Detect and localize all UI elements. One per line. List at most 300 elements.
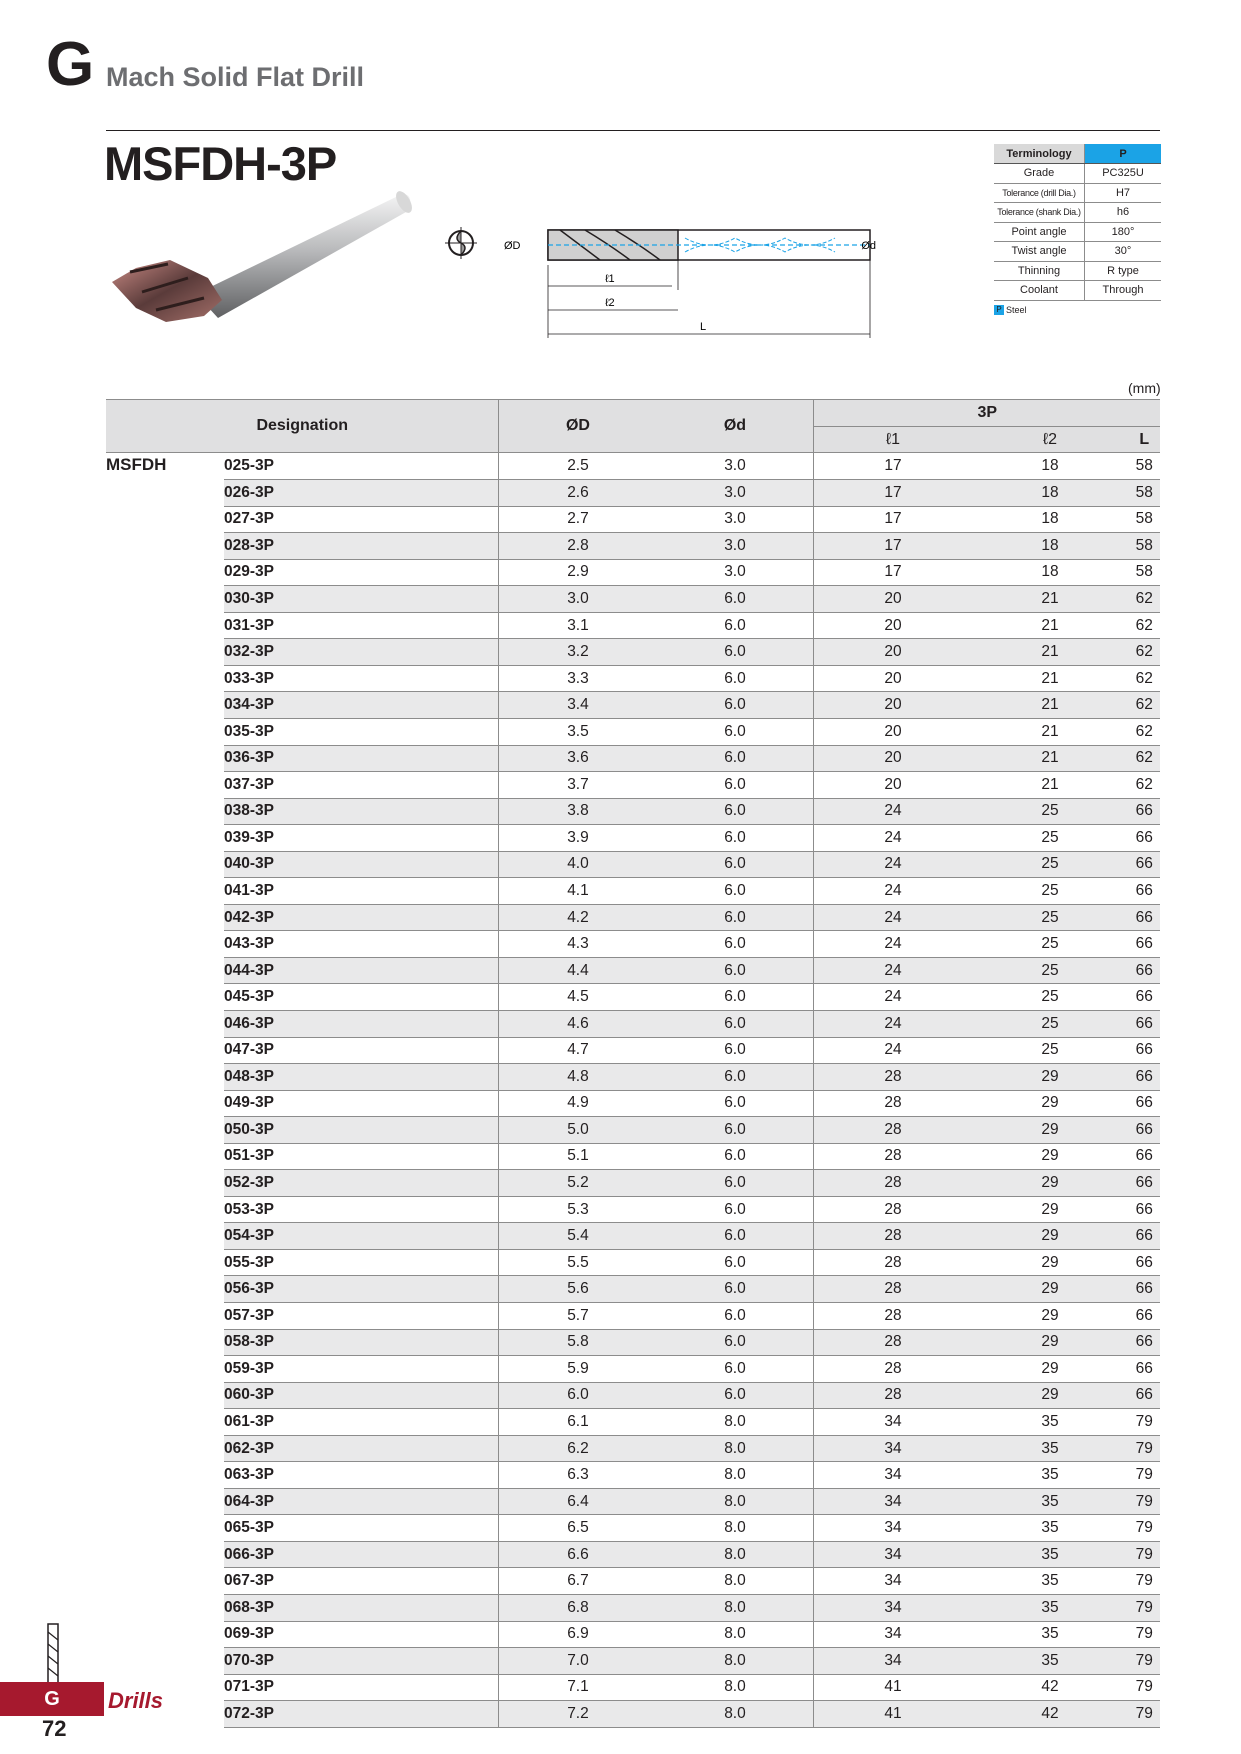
table-row xyxy=(106,878,1160,905)
series-label xyxy=(106,559,224,586)
cell-L: 66 xyxy=(1128,1382,1160,1409)
designation-cell: 025-3P xyxy=(224,453,499,480)
cell-l2: 25 xyxy=(971,878,1128,905)
table-row xyxy=(106,1303,1160,1330)
header-divider xyxy=(106,130,1160,131)
series-label xyxy=(106,1037,224,1064)
cell-d: 8.0 xyxy=(656,1648,814,1675)
cell-L: 62 xyxy=(1128,718,1160,745)
steel-legend-symbol: P xyxy=(994,305,1004,315)
designation-cell: 053-3P xyxy=(224,1196,499,1223)
cell-L: 66 xyxy=(1128,878,1160,905)
cell-d: 6.0 xyxy=(656,878,814,905)
cell-l1: 17 xyxy=(814,480,972,507)
designation-cell: 056-3P xyxy=(224,1276,499,1303)
designation-cell: 043-3P xyxy=(224,931,499,958)
cell-d: 6.0 xyxy=(656,1170,814,1197)
section-tab-badge: G xyxy=(0,1682,104,1716)
cell-L: 66 xyxy=(1128,1143,1160,1170)
cell-l2: 25 xyxy=(971,931,1128,958)
cell-l1: 28 xyxy=(814,1064,972,1091)
cell-D: 3.0 xyxy=(499,586,657,613)
series-label xyxy=(106,957,224,984)
designation-cell: 057-3P xyxy=(224,1303,499,1330)
cell-D: 5.2 xyxy=(499,1170,657,1197)
series-label xyxy=(106,718,224,745)
spec-row xyxy=(994,164,1161,184)
cell-L: 66 xyxy=(1128,1170,1160,1197)
cell-d: 8.0 xyxy=(656,1409,814,1436)
spec-row xyxy=(994,222,1161,242)
cell-l2: 29 xyxy=(971,1117,1128,1144)
cell-d: 6.0 xyxy=(656,984,814,1011)
designation-cell: 055-3P xyxy=(224,1249,499,1276)
drill-photo-icon xyxy=(108,190,420,340)
cell-d: 8.0 xyxy=(656,1621,814,1648)
cell-l2: 29 xyxy=(971,1143,1128,1170)
cell-d: 3.0 xyxy=(656,559,814,586)
designation-cell: 033-3P xyxy=(224,665,499,692)
cell-l2: 29 xyxy=(971,1196,1128,1223)
series-label xyxy=(106,1196,224,1223)
cell-L: 66 xyxy=(1128,1276,1160,1303)
cell-l2: 18 xyxy=(971,559,1128,586)
cell-L: 66 xyxy=(1128,851,1160,878)
designation-cell: 040-3P xyxy=(224,851,499,878)
spec-row xyxy=(994,203,1161,223)
table-row xyxy=(106,851,1160,878)
cell-L: 66 xyxy=(1128,1356,1160,1383)
cell-D: 3.1 xyxy=(499,612,657,639)
cell-D: 5.5 xyxy=(499,1249,657,1276)
spec-row xyxy=(994,261,1161,281)
series-label xyxy=(106,1621,224,1648)
series-label xyxy=(106,1515,224,1542)
cell-l1: 28 xyxy=(814,1382,972,1409)
spec-value: h6 xyxy=(1085,203,1162,223)
dimension-table xyxy=(106,399,1160,1728)
cross-section-icon xyxy=(443,225,479,261)
cell-l2: 42 xyxy=(971,1701,1128,1728)
cell-l2: 29 xyxy=(971,1382,1128,1409)
cell-d: 8.0 xyxy=(656,1568,814,1595)
cell-d: 8.0 xyxy=(656,1541,814,1568)
series-label xyxy=(106,745,224,772)
cell-l2: 35 xyxy=(971,1595,1128,1622)
cell-l2: 18 xyxy=(971,453,1128,480)
series-label xyxy=(106,1382,224,1409)
series-label xyxy=(106,1435,224,1462)
table-row xyxy=(106,931,1160,958)
designation-cell: 034-3P xyxy=(224,692,499,719)
table-row xyxy=(106,772,1160,799)
cell-L: 62 xyxy=(1128,692,1160,719)
cell-L: 58 xyxy=(1128,559,1160,586)
table-row xyxy=(106,1541,1160,1568)
cell-L: 62 xyxy=(1128,665,1160,692)
table-row xyxy=(106,1064,1160,1091)
cell-l2: 35 xyxy=(971,1621,1128,1648)
cell-D: 6.8 xyxy=(499,1595,657,1622)
cell-L: 79 xyxy=(1128,1515,1160,1542)
cell-l2: 21 xyxy=(971,586,1128,613)
cell-l1: 24 xyxy=(814,851,972,878)
designation-cell: 029-3P xyxy=(224,559,499,586)
cell-d: 6.0 xyxy=(656,851,814,878)
cell-l1: 24 xyxy=(814,878,972,905)
cell-L: 79 xyxy=(1128,1462,1160,1489)
cell-D: 4.7 xyxy=(499,1037,657,1064)
series-label xyxy=(106,851,224,878)
table-row xyxy=(106,1143,1160,1170)
table-row xyxy=(106,453,1160,480)
cell-L: 58 xyxy=(1128,453,1160,480)
designation-cell: 061-3P xyxy=(224,1409,499,1436)
designation-cell: 047-3P xyxy=(224,1037,499,1064)
table-row xyxy=(106,1462,1160,1489)
table-row xyxy=(106,745,1160,772)
header-l2: ℓ2 xyxy=(971,427,1128,453)
cell-L: 62 xyxy=(1128,772,1160,799)
designation-cell: 037-3P xyxy=(224,772,499,799)
designation-cell: 030-3P xyxy=(224,586,499,613)
cell-l1: 28 xyxy=(814,1117,972,1144)
designation-cell: 031-3P xyxy=(224,612,499,639)
cell-d: 8.0 xyxy=(656,1701,814,1728)
series-label xyxy=(106,665,224,692)
cell-d: 6.0 xyxy=(656,1329,814,1356)
cell-l1: 17 xyxy=(814,453,972,480)
designation-cell: 048-3P xyxy=(224,1064,499,1091)
cell-l2: 35 xyxy=(971,1568,1128,1595)
cell-L: 66 xyxy=(1128,1303,1160,1330)
cell-d: 6.0 xyxy=(656,692,814,719)
series-label xyxy=(106,1541,224,1568)
series-label xyxy=(106,984,224,1011)
series-label xyxy=(106,1488,224,1515)
designation-cell: 044-3P xyxy=(224,957,499,984)
table-row xyxy=(106,1382,1160,1409)
cell-d: 6.0 xyxy=(656,1143,814,1170)
cell-l1: 24 xyxy=(814,957,972,984)
cell-l1: 41 xyxy=(814,1674,972,1701)
cell-D: 5.3 xyxy=(499,1196,657,1223)
cell-D: 4.1 xyxy=(499,878,657,905)
cell-L: 58 xyxy=(1128,506,1160,533)
spec-key: Point angle xyxy=(994,222,1085,242)
table-row xyxy=(106,957,1160,984)
cell-d: 6.0 xyxy=(656,772,814,799)
cell-d: 8.0 xyxy=(656,1462,814,1489)
header-L: L xyxy=(1128,427,1160,453)
cell-l1: 20 xyxy=(814,745,972,772)
table-row xyxy=(106,1568,1160,1595)
cell-L: 62 xyxy=(1128,586,1160,613)
cell-l2: 29 xyxy=(971,1170,1128,1197)
cell-d: 6.0 xyxy=(656,1223,814,1250)
cell-D: 2.8 xyxy=(499,533,657,560)
cell-l1: 34 xyxy=(814,1595,972,1622)
cell-l1: 34 xyxy=(814,1462,972,1489)
cell-l1: 34 xyxy=(814,1409,972,1436)
cell-d: 6.0 xyxy=(656,904,814,931)
cell-L: 66 xyxy=(1128,931,1160,958)
series-label xyxy=(106,1090,224,1117)
table-row xyxy=(106,1276,1160,1303)
cell-L: 79 xyxy=(1128,1595,1160,1622)
cell-d: 3.0 xyxy=(656,533,814,560)
cell-l2: 21 xyxy=(971,665,1128,692)
cell-l2: 18 xyxy=(971,533,1128,560)
designation-cell: 036-3P xyxy=(224,745,499,772)
cell-l1: 20 xyxy=(814,612,972,639)
cell-d: 6.0 xyxy=(656,1064,814,1091)
designation-cell: 027-3P xyxy=(224,506,499,533)
cell-L: 66 xyxy=(1128,1329,1160,1356)
cell-l2: 25 xyxy=(971,984,1128,1011)
cell-D: 5.7 xyxy=(499,1303,657,1330)
cell-l1: 24 xyxy=(814,931,972,958)
series-label xyxy=(106,506,224,533)
cell-L: 66 xyxy=(1128,1037,1160,1064)
cell-L: 79 xyxy=(1128,1409,1160,1436)
cell-d: 6.0 xyxy=(656,1356,814,1383)
cell-l1: 34 xyxy=(814,1435,972,1462)
table-row xyxy=(106,1170,1160,1197)
series-label xyxy=(106,1010,224,1037)
designation-cell: 028-3P xyxy=(224,533,499,560)
cell-L: 66 xyxy=(1128,904,1160,931)
table-row xyxy=(106,1356,1160,1383)
cell-l1: 34 xyxy=(814,1621,972,1648)
designation-cell: 045-3P xyxy=(224,984,499,1011)
cell-D: 3.2 xyxy=(499,639,657,666)
table-row xyxy=(106,506,1160,533)
table-row xyxy=(106,1515,1160,1542)
cell-l2: 21 xyxy=(971,745,1128,772)
series-label xyxy=(106,772,224,799)
cell-d: 8.0 xyxy=(656,1674,814,1701)
series-label xyxy=(106,1409,224,1436)
cell-D: 6.5 xyxy=(499,1515,657,1542)
designation-cell: 038-3P xyxy=(224,798,499,825)
cell-D: 5.4 xyxy=(499,1223,657,1250)
series-label xyxy=(106,931,224,958)
cell-d: 3.0 xyxy=(656,480,814,507)
cell-l2: 25 xyxy=(971,851,1128,878)
cell-L: 79 xyxy=(1128,1435,1160,1462)
table-row xyxy=(106,1090,1160,1117)
cell-l1: 28 xyxy=(814,1249,972,1276)
cell-D: 5.1 xyxy=(499,1143,657,1170)
series-label xyxy=(106,612,224,639)
cell-D: 5.8 xyxy=(499,1329,657,1356)
cell-d: 6.0 xyxy=(656,957,814,984)
cell-D: 5.0 xyxy=(499,1117,657,1144)
designation-cell: 052-3P xyxy=(224,1170,499,1197)
cell-d: 6.0 xyxy=(656,1303,814,1330)
cell-l2: 29 xyxy=(971,1249,1128,1276)
table-row xyxy=(106,1196,1160,1223)
cell-D: 2.7 xyxy=(499,506,657,533)
cell-D: 7.1 xyxy=(499,1674,657,1701)
series-label xyxy=(106,1117,224,1144)
spec-value: 30° xyxy=(1085,242,1162,262)
cell-D: 7.0 xyxy=(499,1648,657,1675)
cell-d: 8.0 xyxy=(656,1435,814,1462)
section-title: Mach Solid Flat Drill xyxy=(106,62,365,92)
cell-L: 79 xyxy=(1128,1621,1160,1648)
cell-l2: 21 xyxy=(971,612,1128,639)
series-label xyxy=(106,1648,224,1675)
designation-cell: 042-3P xyxy=(224,904,499,931)
table-row xyxy=(106,1435,1160,1462)
table-row xyxy=(106,1488,1160,1515)
table-row xyxy=(106,1249,1160,1276)
cell-L: 66 xyxy=(1128,1090,1160,1117)
cell-d: 6.0 xyxy=(656,931,814,958)
cell-l1: 20 xyxy=(814,692,972,719)
spec-value: 180° xyxy=(1085,222,1162,242)
cell-l1: 28 xyxy=(814,1223,972,1250)
cell-l1: 17 xyxy=(814,559,972,586)
cell-L: 79 xyxy=(1128,1568,1160,1595)
cell-l2: 25 xyxy=(971,825,1128,852)
table-row xyxy=(106,904,1160,931)
cell-d: 3.0 xyxy=(656,453,814,480)
cell-L: 62 xyxy=(1128,745,1160,772)
cell-l2: 35 xyxy=(971,1435,1128,1462)
table-row xyxy=(106,1648,1160,1675)
section-letter: G xyxy=(46,30,95,99)
cell-l2: 35 xyxy=(971,1515,1128,1542)
cell-L: 79 xyxy=(1128,1648,1160,1675)
designation-cell: 065-3P xyxy=(224,1515,499,1542)
steel-legend xyxy=(994,305,1161,315)
series-label xyxy=(106,639,224,666)
cell-L: 79 xyxy=(1128,1541,1160,1568)
table-row xyxy=(106,1223,1160,1250)
designation-cell: 039-3P xyxy=(224,825,499,852)
cell-L: 79 xyxy=(1128,1674,1160,1701)
header-designation: Designation xyxy=(106,400,499,453)
cell-l1: 28 xyxy=(814,1329,972,1356)
spec-key: Thinning xyxy=(994,261,1085,281)
designation-cell: 035-3P xyxy=(224,718,499,745)
cell-D: 6.4 xyxy=(499,1488,657,1515)
table-row xyxy=(106,692,1160,719)
cell-D: 2.9 xyxy=(499,559,657,586)
series-label xyxy=(106,1143,224,1170)
cell-d: 6.0 xyxy=(656,825,814,852)
product-code: MSFDH-3P xyxy=(104,137,337,190)
cell-d: 6.0 xyxy=(656,1382,814,1409)
cell-l2: 35 xyxy=(971,1488,1128,1515)
cell-L: 66 xyxy=(1128,984,1160,1011)
cell-d: 6.0 xyxy=(656,1276,814,1303)
designation-cell: 064-3P xyxy=(224,1488,499,1515)
spec-heading-value: P xyxy=(1085,144,1162,164)
cell-D: 3.6 xyxy=(499,745,657,772)
header-3p-group: 3P xyxy=(814,400,1160,427)
cell-D: 4.6 xyxy=(499,1010,657,1037)
cell-D: 4.3 xyxy=(499,931,657,958)
spec-key: Grade xyxy=(994,164,1085,184)
cell-d: 8.0 xyxy=(656,1515,814,1542)
cell-D: 3.9 xyxy=(499,825,657,852)
cell-L: 62 xyxy=(1128,639,1160,666)
cell-l1: 34 xyxy=(814,1488,972,1515)
cell-l1: 28 xyxy=(814,1143,972,1170)
spec-value: H7 xyxy=(1085,183,1162,203)
cell-d: 6.0 xyxy=(656,1249,814,1276)
spec-table xyxy=(994,144,1161,301)
cell-D: 6.7 xyxy=(499,1568,657,1595)
table-row xyxy=(106,1329,1160,1356)
cell-l1: 24 xyxy=(814,1010,972,1037)
designation-cell: 070-3P xyxy=(224,1648,499,1675)
steel-legend-text: Steel xyxy=(1006,304,1027,315)
series-label xyxy=(106,586,224,613)
cell-d: 6.0 xyxy=(656,1090,814,1117)
label-L: L xyxy=(700,321,707,333)
table-row xyxy=(106,559,1160,586)
cell-D: 6.2 xyxy=(499,1435,657,1462)
series-label xyxy=(106,1356,224,1383)
series-label xyxy=(106,1170,224,1197)
cell-l1: 34 xyxy=(814,1648,972,1675)
spec-box xyxy=(994,144,1161,315)
cell-l2: 25 xyxy=(971,1010,1128,1037)
cell-l1: 28 xyxy=(814,1303,972,1330)
series-label xyxy=(106,1223,224,1250)
cell-l2: 21 xyxy=(971,639,1128,666)
header-d: Ød xyxy=(656,400,814,453)
designation-cell: 058-3P xyxy=(224,1329,499,1356)
label-l2: ℓ2 xyxy=(605,297,615,309)
drill-dimension-diagram xyxy=(500,220,880,340)
cell-d: 6.0 xyxy=(656,1010,814,1037)
cell-D: 5.6 xyxy=(499,1276,657,1303)
cell-l2: 18 xyxy=(971,506,1128,533)
cell-D: 5.9 xyxy=(499,1356,657,1383)
table-row xyxy=(106,612,1160,639)
table-row xyxy=(106,1674,1160,1701)
label-D: ØD xyxy=(504,240,521,252)
series-label xyxy=(106,878,224,905)
cell-l2: 35 xyxy=(971,1462,1128,1489)
cell-l1: 20 xyxy=(814,665,972,692)
series-label xyxy=(106,1249,224,1276)
table-row xyxy=(106,825,1160,852)
designation-cell: 051-3P xyxy=(224,1143,499,1170)
cell-D: 6.9 xyxy=(499,1621,657,1648)
cell-l2: 29 xyxy=(971,1303,1128,1330)
designation-cell: 066-3P xyxy=(224,1541,499,1568)
spec-key: Twist angle xyxy=(994,242,1085,262)
cell-l1: 28 xyxy=(814,1356,972,1383)
series-label: MSFDH xyxy=(106,453,224,480)
header-l1: ℓ1 xyxy=(814,427,972,453)
cell-D: 6.0 xyxy=(499,1382,657,1409)
series-label xyxy=(106,1276,224,1303)
cell-l2: 29 xyxy=(971,1329,1128,1356)
table-row xyxy=(106,480,1160,507)
cell-d: 6.0 xyxy=(656,798,814,825)
section-tab-label: Drills xyxy=(108,1688,164,1713)
series-label xyxy=(106,480,224,507)
series-label xyxy=(106,533,224,560)
